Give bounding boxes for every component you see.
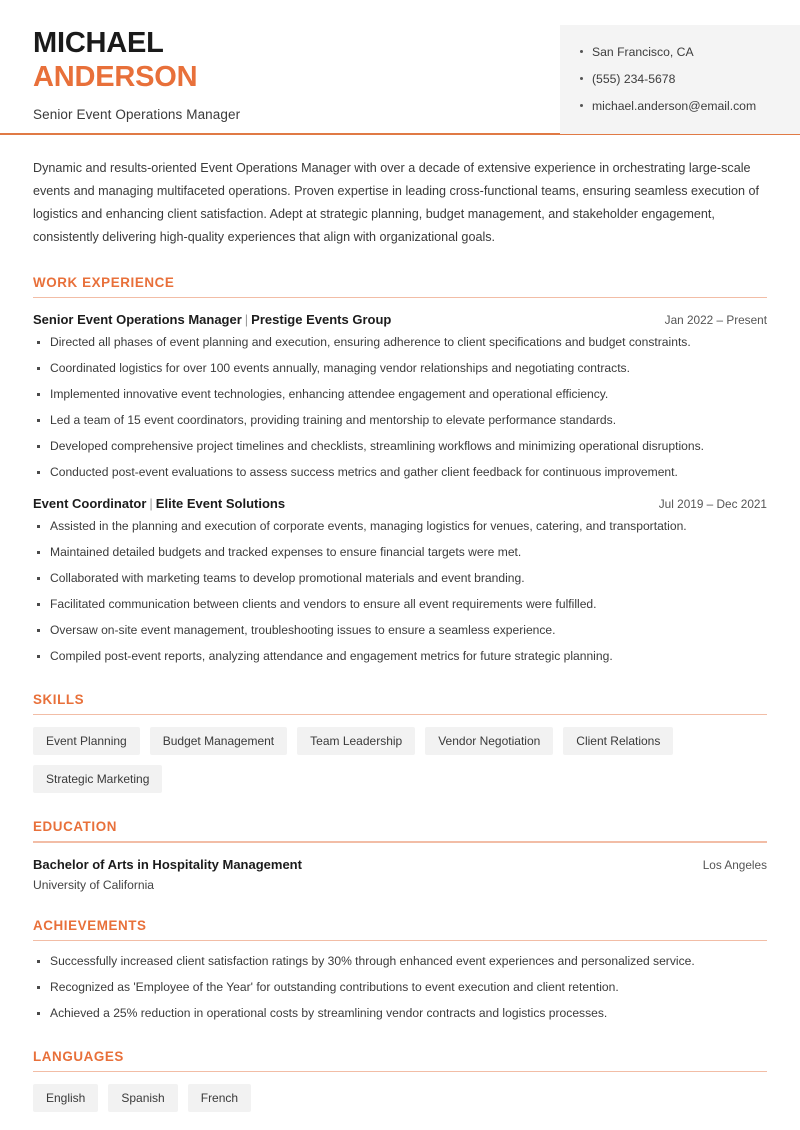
contact-list bbox=[580, 39, 784, 120]
skill-pill: Event Planning bbox=[33, 727, 140, 755]
education-degree: Bachelor of Arts in Hospitality Management bbox=[33, 856, 302, 872]
list-item: Implemented innovative event technologies, enhancing attendee engagement and operational efficiency. bbox=[33, 386, 767, 404]
experience-date: Jul 2019 – Dec 2021 bbox=[658, 496, 767, 511]
first-name: MICHAEL bbox=[33, 27, 164, 59]
list-item: Maintained detailed budgets and tracked expenses to ensure financial targets were met. bbox=[33, 544, 767, 562]
list-item: Compiled post-event reports, analyzing attendance and engagement metrics for future strategic planning. bbox=[33, 648, 767, 666]
contact-card bbox=[560, 25, 800, 134]
contact-location: San Francisco, CA bbox=[580, 39, 784, 66]
skills-list bbox=[33, 727, 767, 793]
experience-company: Elite Event Solutions bbox=[155, 495, 286, 511]
section-rule bbox=[33, 940, 767, 942]
section-languages bbox=[33, 1049, 767, 1113]
title-separator: | bbox=[244, 312, 249, 328]
experience-role: Senior Event Operations Manager bbox=[33, 312, 242, 328]
contact-phone[interactable]: (555) 234-5678 bbox=[580, 66, 784, 93]
experience-entry bbox=[33, 312, 767, 482]
title-separator: | bbox=[149, 495, 153, 511]
list-item: Facilitated communication between clients and vendors to ensure all event requirements were fulfilled. bbox=[33, 596, 767, 614]
skill-pill: Team Leadership bbox=[297, 727, 415, 755]
experience-entry bbox=[33, 496, 767, 666]
experience-entry-header bbox=[33, 312, 767, 327]
professional-title: Senior Event Operations Manager bbox=[33, 106, 241, 122]
section-title-languages: LANGUAGES bbox=[33, 1048, 124, 1064]
section-title-education: EDUCATION bbox=[33, 819, 118, 834]
language-pill: French bbox=[188, 1084, 251, 1112]
experience-title-line bbox=[33, 312, 391, 327]
skill-pill: Client Relations bbox=[563, 727, 673, 755]
section-rule bbox=[33, 1071, 767, 1073]
achievements-list bbox=[33, 953, 767, 1023]
identity-block bbox=[0, 25, 240, 122]
experience-bullets bbox=[33, 334, 767, 482]
list-item: Oversaw on-site event management, troubleshooting issues to ensure a seamless experience. bbox=[33, 622, 767, 640]
list-item: Developed comprehensive project timelines and checklists, streamlining workflows and minimizing operational disruptions. bbox=[33, 438, 767, 456]
section-achievements bbox=[33, 918, 767, 1023]
resume-body bbox=[0, 157, 800, 1112]
list-item: Assisted in the planning and execution of corporate events, managing logistics for venues, catering, and transportation. bbox=[33, 518, 767, 536]
list-item: Coordinated logistics for over 100 events annually, managing vendor relationships and negotiating contracts. bbox=[33, 360, 767, 378]
professional-summary: Dynamic and results-oriented Event Operations Manager with over a decade of extensive experience in orchestrating large-scale events and managing multifaceted operations. Proven expertise in leading cross-functional teams, ensuring seamless execution of logistics and enhancing client satisfaction. Adept at strategic planning, budget management, and stakeholder engagement, consistently delivering high-quality experiences that align with organizational goals. bbox=[33, 161, 759, 244]
language-pill: English bbox=[33, 1084, 98, 1112]
experience-role: Event Coordinator bbox=[33, 495, 147, 511]
experience-company: Prestige Events Group bbox=[251, 312, 392, 328]
language-pill: Spanish bbox=[108, 1084, 177, 1112]
skill-pill: Strategic Marketing bbox=[33, 765, 162, 793]
skill-pill: Vendor Negotiation bbox=[425, 727, 553, 755]
section-title-achievements: ACHIEVEMENTS bbox=[33, 917, 147, 933]
section-skills bbox=[33, 692, 767, 794]
experience-date: Jan 2022 – Present bbox=[664, 313, 767, 328]
list-item: Successfully increased client satisfaction ratings by 30% through enhanced event experiences and personalized service. bbox=[33, 953, 767, 971]
list-item: Conducted post-event evaluations to assess success metrics and gather client feedback for continuous improvement. bbox=[33, 464, 767, 482]
education-entry-header bbox=[33, 857, 767, 872]
last-name: ANDERSON bbox=[33, 60, 198, 93]
section-work-experience bbox=[33, 275, 767, 666]
experience-entry-header bbox=[33, 496, 767, 511]
languages-list bbox=[33, 1084, 767, 1112]
experience-bullets bbox=[33, 518, 767, 666]
list-item: Collaborated with marketing teams to develop promotional materials and event branding. bbox=[33, 570, 767, 588]
contact-email[interactable]: michael.anderson@email.com bbox=[580, 93, 784, 120]
education-school: University of California bbox=[33, 877, 154, 892]
section-education bbox=[33, 819, 767, 892]
section-rule bbox=[33, 714, 767, 716]
section-rule bbox=[33, 841, 767, 843]
education-entry bbox=[33, 857, 767, 892]
experience-title-line bbox=[33, 496, 285, 511]
resume-header bbox=[0, 0, 800, 133]
section-title-skills: SKILLS bbox=[33, 691, 85, 707]
list-item: Directed all phases of event planning and execution, ensuring adherence to client specifications and budget constraints. bbox=[33, 334, 767, 352]
skill-pill: Budget Management bbox=[150, 727, 287, 755]
section-rule bbox=[33, 297, 767, 299]
list-item: Led a team of 15 event coordinators, providing training and mentorship to elevate performance standards. bbox=[33, 412, 767, 430]
list-item: Recognized as 'Employee of the Year' for outstanding contributions to event execution and client retention. bbox=[33, 979, 767, 997]
section-title-work-experience: WORK EXPERIENCE bbox=[33, 274, 175, 290]
education-location: Los Angeles bbox=[702, 857, 767, 872]
list-item: Achieved a 25% reduction in operational costs by streamlining vendor contracts and logistics processes. bbox=[33, 1005, 767, 1023]
